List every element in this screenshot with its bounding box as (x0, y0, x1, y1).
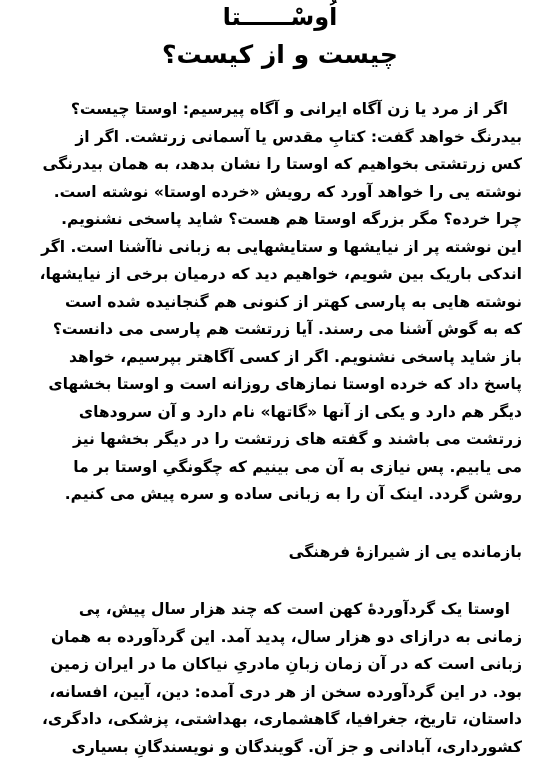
paragraph-line: زمانی به درازای دو هزار سال، پدید آمد. این گردآورده به همان (50, 627, 522, 646)
paragraph-line: کس زرتشتی بخواهیم که اوستا را نشان بدهد، به همان بیدرنگی (42, 155, 522, 173)
paragraph-line: دیگر هم دارد و یکی از آنها «گاتها» نام دارد و آن سرودهای (78, 402, 522, 421)
paragraph-line: کشورداری، آبادانی و جز آن. گویندگان و نویسندگانِ بسیاری (71, 737, 522, 756)
paragraph-line: اندکی باریک بین شویم، خواهیم دید که درمیان برخی از نیایشها، (39, 265, 522, 283)
paragraph-line: بود. در این گردآورده سخن از هر دری آمده: دین، آیین، افسانه، (49, 682, 522, 701)
paragraph-line: داستان، تاریخ، جغرافیا، گاهشماری، بهداشتی، پزشکی، دادگری، (42, 710, 522, 728)
paragraph-line: نوشته یی را خواهد آورد که رویش «خرده اوستا» نوشته است. (53, 182, 522, 201)
paragraph-line: باز شاید پاسخی نشنویم. اگر از کسی آگاهتر بپرسیم، خواهد (68, 347, 522, 366)
page-subtitle: چیست و از کیست؟ (162, 40, 398, 69)
paragraph-line: این نوشته پر از نیایشها و ستایشهایی به زبانی ناآشنا است. اگر (41, 237, 522, 256)
paragraph-line: چرا خرده؟ مگر بزرگه اوستا هم هست؟ شاید پاسخی نشنویم. (61, 210, 522, 228)
paragraph-line: که به گوش آشنا می رسند. آیا زرتشت هم پارسی می دانست؟ (52, 320, 522, 338)
section-heading: بازمانده یی از شیرازهٔ فرهنگی (288, 543, 522, 561)
page-title: اُوسْــــــتا (222, 3, 338, 31)
paragraph-line: نوشته هایی به پارسی کهتر از کنونی هم گنجانیده شده است (64, 292, 522, 311)
paragraph-line: زبانی است که در آن زمان زبانِ مادریِ نیاکان ما در ایران زمین (50, 655, 522, 673)
paragraph-line: اوستا یک گردآوردهٔ کهن است که چند هزار سال پیش، پی (78, 600, 510, 618)
paragraph-line: اگر از مرد یا زن آگاه ایرانی و آگاه پیرسیم: اوستا چیست؟ (70, 100, 508, 118)
paragraph-line: روشن گردد. اینک آن را به زبانی ساده و سره پیش می کنیم. (64, 485, 522, 503)
paragraph-line: می یابیم. پس نیازی به آن می بینیم که چگونگیِ اوستا بر ما (73, 457, 522, 476)
intro-paragraph (36, 96, 522, 509)
paragraph-line: پاسخ داد که خرده اوستا نمازهای روزانه است و اوستا بخشهای (48, 375, 522, 393)
paragraph-line: بیدرنگ خواهد گفت: کتابِ مقدس یا آسمانی زرتشت. اگر از (75, 127, 522, 146)
section-paragraph (36, 596, 522, 761)
paragraph-line: زرتشت می باشند و گفته های زرتشت را در دیگر بخشها نیز (73, 430, 522, 448)
